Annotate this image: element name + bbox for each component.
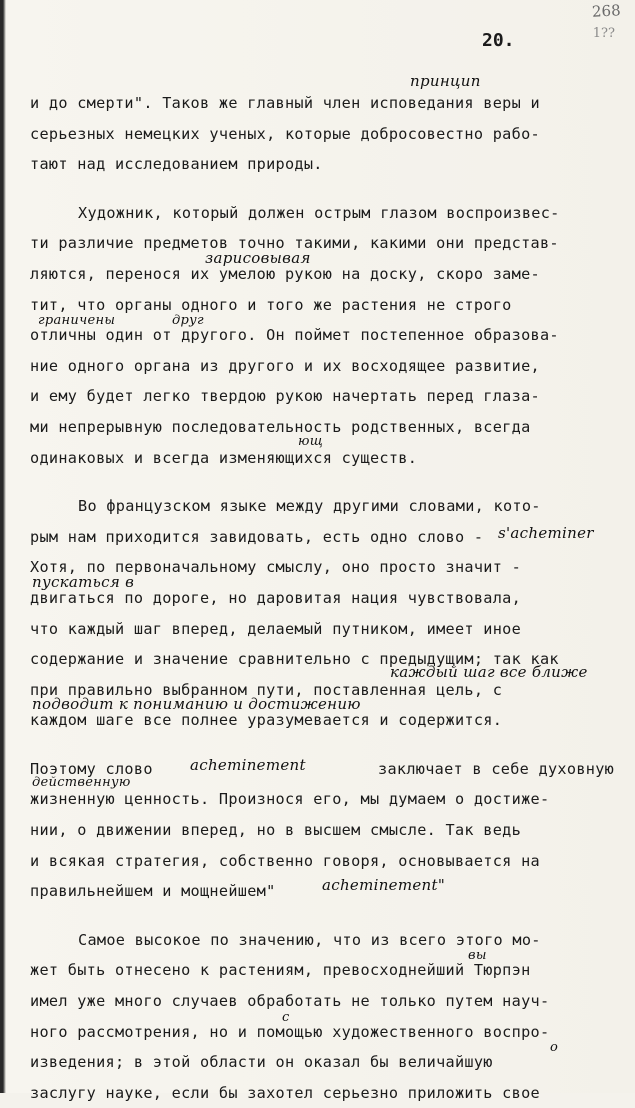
text-line: Поэтому слово acheminement заключает в себе духовную bbox=[30, 754, 620, 785]
text-line: имел уже много случаев обработать не только путем науч- bbox=[30, 992, 550, 1011]
text-line: одинаковых и всегда изменяющихся существ. ющ bbox=[30, 443, 620, 474]
archive-subnumber: 1?? bbox=[592, 26, 615, 41]
text-line: каждом шаге все полнее уразумевается и содержится. подводит к пониманию и достижению bbox=[30, 705, 620, 736]
text-line: ного рассмотрения, но и помощью художественного воспро- с bbox=[30, 1017, 620, 1048]
text-line: ние одного органа из другого и их восходящее развитие, bbox=[30, 356, 540, 375]
text-line: рым нам приходится завидовать, есть одно слово - s'acheminer bbox=[30, 522, 620, 553]
handwritten-correction: пускаться в bbox=[32, 572, 135, 591]
text-line: жизненную ценность. Произнося его, мы думаем о достиже- действенную bbox=[30, 784, 620, 815]
text-line: тит, что органы одного и того же растения не строго bbox=[30, 295, 512, 314]
text-line: ми непрерывную последовательность родственных, всегда bbox=[30, 417, 531, 436]
handwritten-correction: ющ bbox=[298, 433, 324, 449]
handwritten-correction: подводит к пониманию и достижению bbox=[32, 695, 361, 714]
text-line: заслугу науке, если бы захотел серьезно приложить свое bbox=[30, 1083, 540, 1102]
handwritten-correction: действенную bbox=[32, 775, 131, 791]
archive-number: 268 bbox=[591, 1, 622, 21]
text-line: изведения; в этой области он оказал бы величайшую о bbox=[30, 1047, 620, 1078]
text-line: двигаться по дороге, но даровитая нация чувствовала, пускаться в bbox=[30, 583, 620, 614]
handwritten-correction: каждый шаг все ближе bbox=[390, 662, 588, 681]
text-line: и ему будет легко твердою рукою начертать перед глаза- bbox=[30, 387, 540, 406]
text-line: Хотя, по первоначальному смыслу, оно просто значит - bbox=[30, 558, 522, 577]
handwritten-insertion: acheminement bbox=[190, 755, 306, 774]
text-line: ти различие предметов точно такими, какими они представ- bbox=[30, 234, 559, 253]
text-line: содержание и значение сравнительно с предыдущим; так как bbox=[30, 650, 559, 669]
text-line: тают над исследованием природы. bbox=[30, 155, 323, 174]
handwritten-insertion: acheminement" bbox=[322, 876, 446, 895]
handwritten-correction: принцип bbox=[410, 72, 481, 90]
text-line: Во французском языке между другими словами, кото- bbox=[78, 497, 541, 516]
typed-text bbox=[30, 72, 620, 1108]
text-line: при правильно выбранном пути, поставленная цель, с каждый шаг все ближе bbox=[30, 675, 620, 706]
page-number: 20. bbox=[482, 30, 515, 51]
text-line: и до смерти". Таков же главный член исповедания веры и принцип bbox=[30, 88, 620, 119]
text-line: ляются, перенося их умелою рукою на доску, скоро заме- зарисовывая bbox=[30, 259, 620, 290]
text-line: Художник, который должен острым глазом воспроизвес- bbox=[78, 203, 560, 222]
handwritten-correction: о bbox=[550, 1040, 559, 1056]
handwritten-correction: граничены bbox=[38, 313, 116, 329]
text-line: отличны один от другого. Он поймет постепенное образова- граничены друг bbox=[30, 320, 620, 351]
text-line: и всякая стратегия, собственно говоря, основывается на bbox=[30, 851, 540, 870]
text-line: нии, о движении вперед, но в высшем смысле. Так ведь bbox=[30, 821, 522, 840]
handwritten-correction: вы bbox=[468, 948, 487, 964]
handwritten-correction: с bbox=[282, 1009, 290, 1025]
text-line: серьезных немецких ученых, которые добросовестно рабо- bbox=[30, 124, 540, 143]
handwritten-correction: друг bbox=[172, 313, 204, 329]
text-line: что каждый шаг вперед, делаемый путником, имеет иное bbox=[30, 619, 522, 638]
handwritten-insertion: s'acheminer bbox=[498, 523, 594, 542]
handwritten-correction: зарисовывая bbox=[205, 248, 311, 267]
text-line: правильнейшем и мощнейшем" acheminement" bbox=[30, 876, 620, 907]
text-line: жет быть отнесено к растениям, превосходнейший Тюрпэн вы bbox=[30, 955, 620, 986]
text-line: Самое высокое по значению, что из всего этого мо- bbox=[78, 930, 541, 949]
